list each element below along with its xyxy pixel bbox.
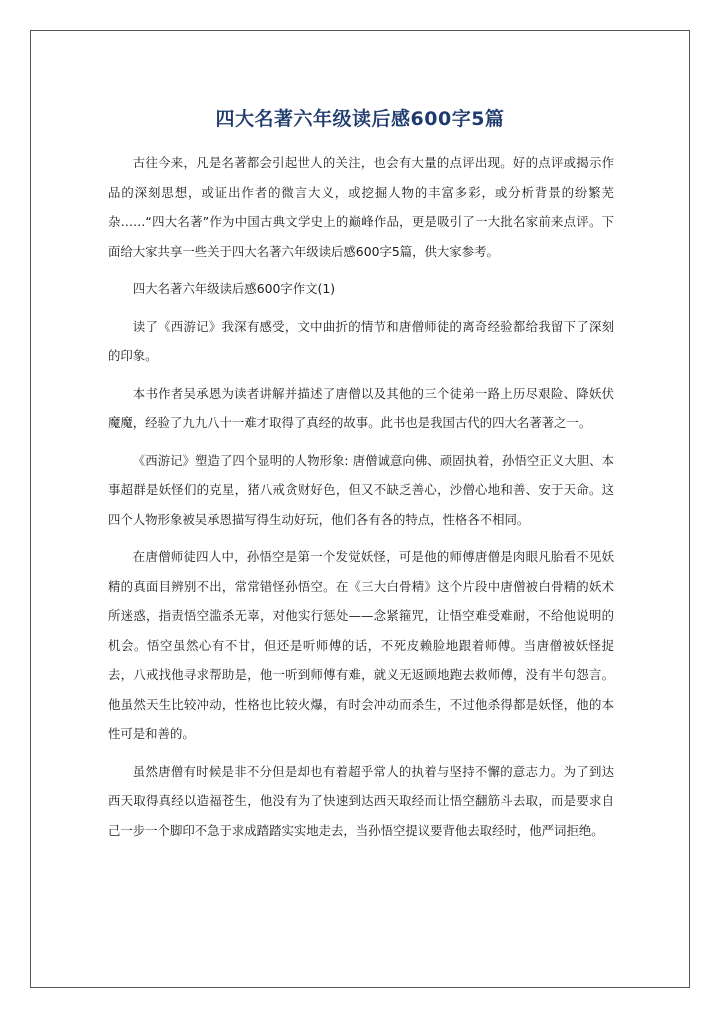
paragraph: 虽然唐僧有时候是非不分但是却也有着超乎常人的执着与坚持不懈的意志力。为了到达西天取得真经以造福苍生，他没有为了快速到达西天取经而让悟空翻筋斗去取，而是要求自己一步一个脚印不急于求成踏踏实实地走去，当孙悟空提议要背他去取经时，他严词拒绝。: [108, 763, 614, 838]
paragraph: 在唐僧师徒四人中，孙悟空是第一个发觉妖怪，可是他的师傅唐僧是肉眼凡胎看不见妖精的真面目辨别不出，常常错怪孙悟空。在《三大白骨精》这个片段中唐僧被白骨精的妖术所迷惑，指责悟空滥杀无辜，对他实行惩处——念紧箍咒，让悟空难受难耐，不给他说明的机会。悟空虽然心有不甘，但还是听师傅的话，不死皮赖脸地跟着师傅。当唐僧被妖怪捉去，八戒找他寻求帮助是，他一听到师傅有难，就义无返顾地跑去救师傅，没有半句怨言。他虽然天生比较冲动，性格也比较火爆，有时会冲动而杀生，不过他杀得都是妖怪，他的本性可是和善的。: [108, 549, 614, 741]
document-body: [108, 148, 614, 853]
paragraph: 读了《西游记》我深有感受，文中曲折的情节和唐僧师徒的离奇经验都给我留下了深刻的印象。: [108, 318, 614, 363]
paragraph: 《西游记》塑造了四个显明的人物形象: 唐僧诚意向佛、顽固执着，孙悟空正义大胆、本事超群是妖怪们的克星，猪八戒贪财好色，但又不缺乏善心，沙僧心地和善、安于天命。这四个人物形象被吴承恩描写得生动好玩，他们各有各的特点，性格各不相同。: [108, 452, 614, 527]
section-heading: 四大名著六年级读后感600字作文(1): [132, 281, 336, 296]
paragraph-intro: 古往今来，凡是名著都会引起世人的关注，也会有大量的点评出现。好的点评或揭示作品的深刻思想，或证出作者的微言大义，或挖掘人物的丰富多彩，或分析背景的纷繁芜杂……“四大名著”作为中国古典文学史上的巅峰作品，更是吸引了一大批名家前来点评。下面给大家共享一些关于四大名著六年级读后感600字5篇，供大家参考。: [108, 155, 614, 259]
document-title: 四大名著六年级读后感600字5篇: [215, 107, 505, 130]
paragraph: 本书作者吴承恩为读者讲解并描述了唐僧以及其他的三个徒弟一路上历尽艰险、降妖伏魔魔，经验了九九八十一难才取得了真经的故事。此书也是我国古代的四大名著著之一。: [108, 385, 614, 430]
